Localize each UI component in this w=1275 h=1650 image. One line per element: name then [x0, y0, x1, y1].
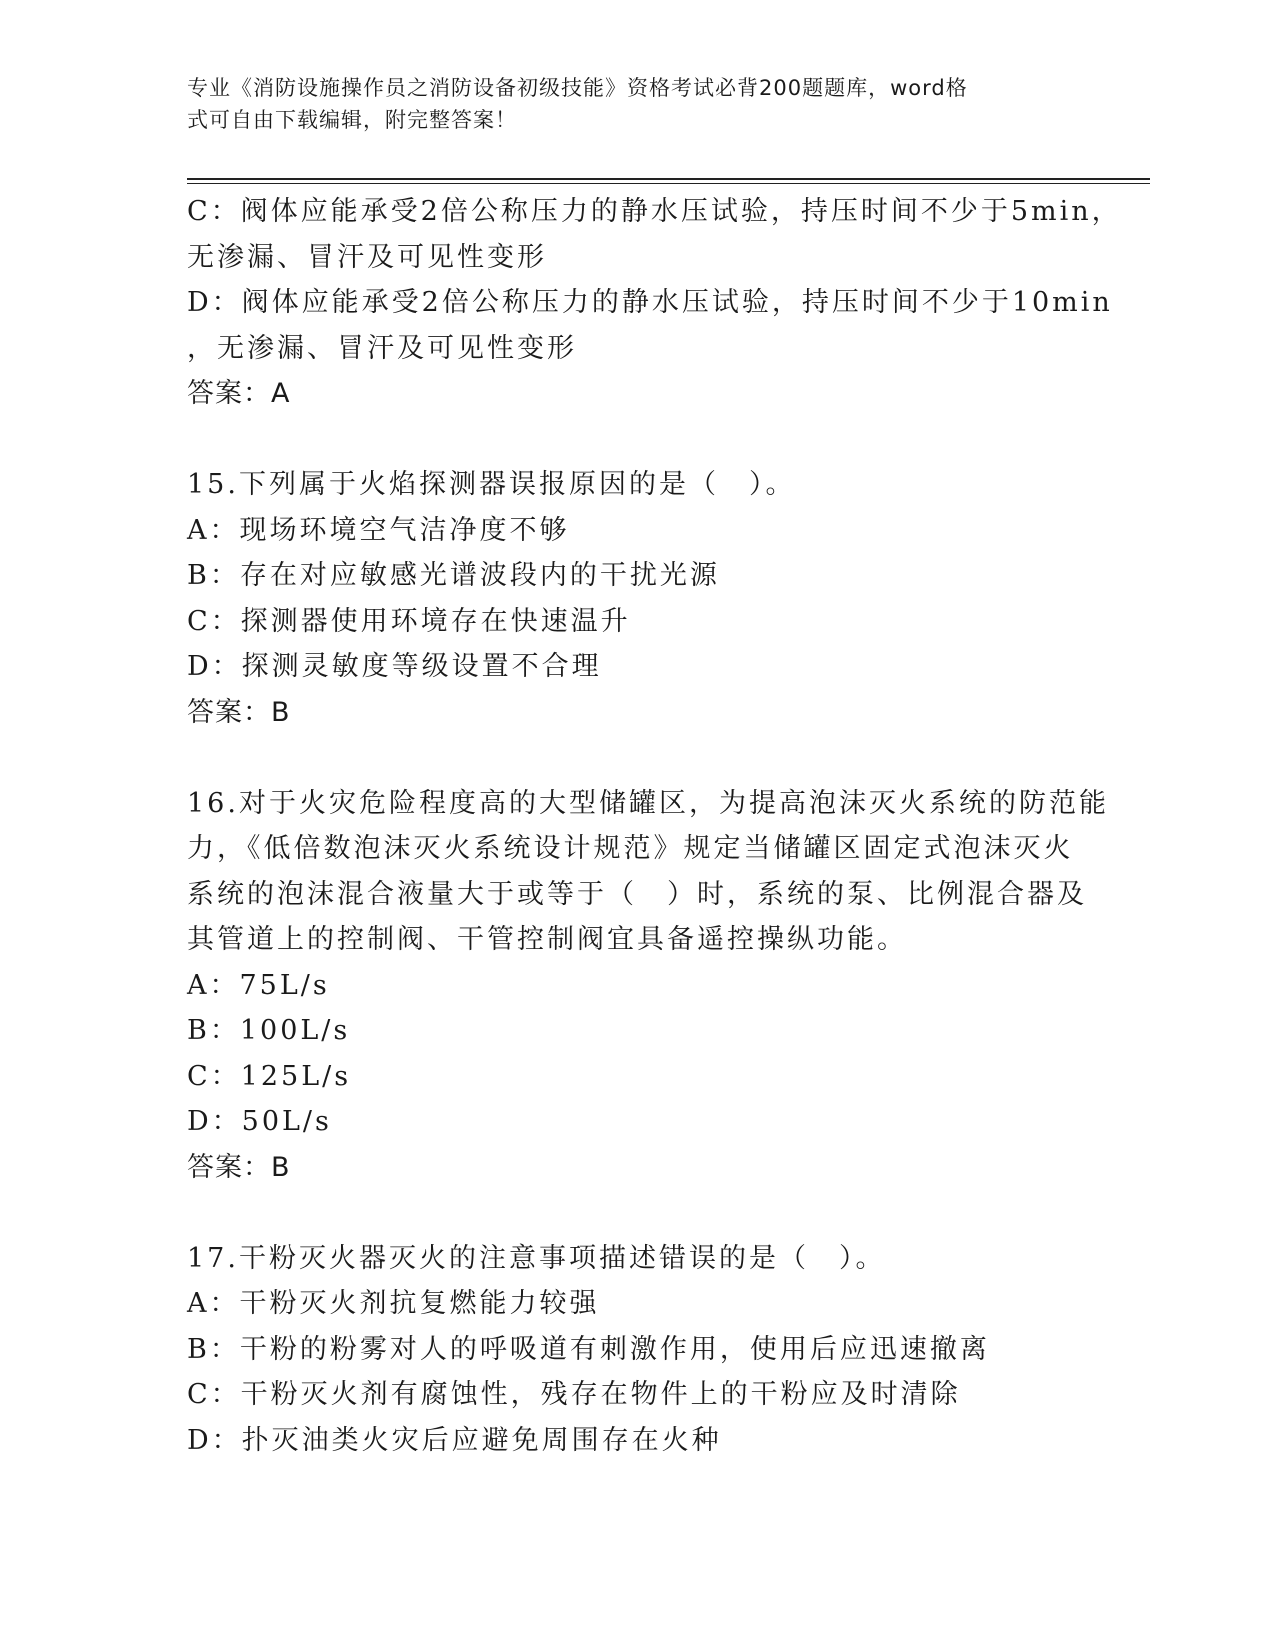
- option-d: D：探测灵敏度等级设置不合理: [187, 651, 602, 682]
- option-c: C：125L/s: [187, 1060, 352, 1092]
- question-16-line-2: 力，《低倍数泡沫灭火系统设计规范》规定当储罐区固定式泡沫灭火: [187, 833, 1074, 864]
- spacer: [187, 1190, 1067, 1236]
- question-17-block: [187, 1236, 1067, 1464]
- spacer: [187, 735, 1067, 781]
- option-a: A：75L/s: [187, 969, 330, 1001]
- header-divider-thick: [187, 178, 1150, 180]
- answer-label: 答案：A: [187, 378, 291, 409]
- question-17-text: 17.干粉灭火器灭火的注意事项描述错误的是（ ）。: [187, 1242, 886, 1274]
- spacer: [187, 417, 1067, 463]
- answer-label: 答案：B: [187, 696, 291, 728]
- option-c: C：干粉灭火剂有腐蚀性，残存在物件上的干粉应及时清除: [187, 1379, 961, 1410]
- question-15-block: [187, 462, 1067, 735]
- question-16-line-3: 系统的泡沫混合液量大于或等于（ ）时，系统的泵、比例混合器及: [187, 878, 1087, 910]
- prev-question-block: [187, 189, 1122, 417]
- question-16-line-1: 16.对于火灾危险程度高的大型储罐区，为提高泡沫灭火系统的防范能: [187, 787, 1109, 819]
- option-d-line-2: ，无渗漏、冒汗及可见性变形: [187, 332, 577, 364]
- option-c: C：探测器使用环境存在快速温升: [187, 605, 631, 637]
- header-line-1: 专业《消防设施操作员之消防设备初级技能》资格考试必背200题题库，word格: [187, 76, 968, 100]
- option-c-line-1: C：阀体应能承受2倍公称压力的静水压试验，持压时间不少于5min，: [187, 196, 1122, 227]
- question-16-block: [187, 781, 1109, 1191]
- option-d-line-1: D：阀体应能承受2倍公称压力的静水压试验，持压时间不少于10min: [187, 287, 1113, 318]
- option-c-line-2: 无渗漏、冒汗及可见性变形: [187, 241, 547, 273]
- option-d: D：50L/s: [187, 1106, 332, 1137]
- document-header: [187, 72, 1067, 136]
- option-a: A：干粉灭火剂抗复燃能力较强: [187, 1288, 600, 1319]
- question-16-line-4: 其管道上的控制阀、干管控制阀宜具备遥控操纵功能。: [187, 924, 907, 955]
- answer-label: 答案：B: [187, 1151, 291, 1183]
- header-divider-thin: [187, 183, 1150, 184]
- option-a: A：现场环境空气洁净度不够: [187, 514, 570, 546]
- option-d: D：扑灭油类火灾后应避免周围存在火种: [187, 1424, 722, 1456]
- header-line-2: 式可自由下载编辑，附完整答案！: [187, 108, 517, 132]
- question-15-text: 15.下列属于火焰探测器误报原因的是（ ）。: [187, 469, 796, 500]
- option-b: B：100L/s: [187, 1015, 351, 1046]
- option-b: B：干粉的粉雾对人的呼吸道有刺激作用，使用后应迅速撤离: [187, 1333, 990, 1365]
- option-b: B：存在对应敏感光谱波段内的干扰光源: [187, 560, 720, 591]
- question-content: [187, 189, 1122, 1463]
